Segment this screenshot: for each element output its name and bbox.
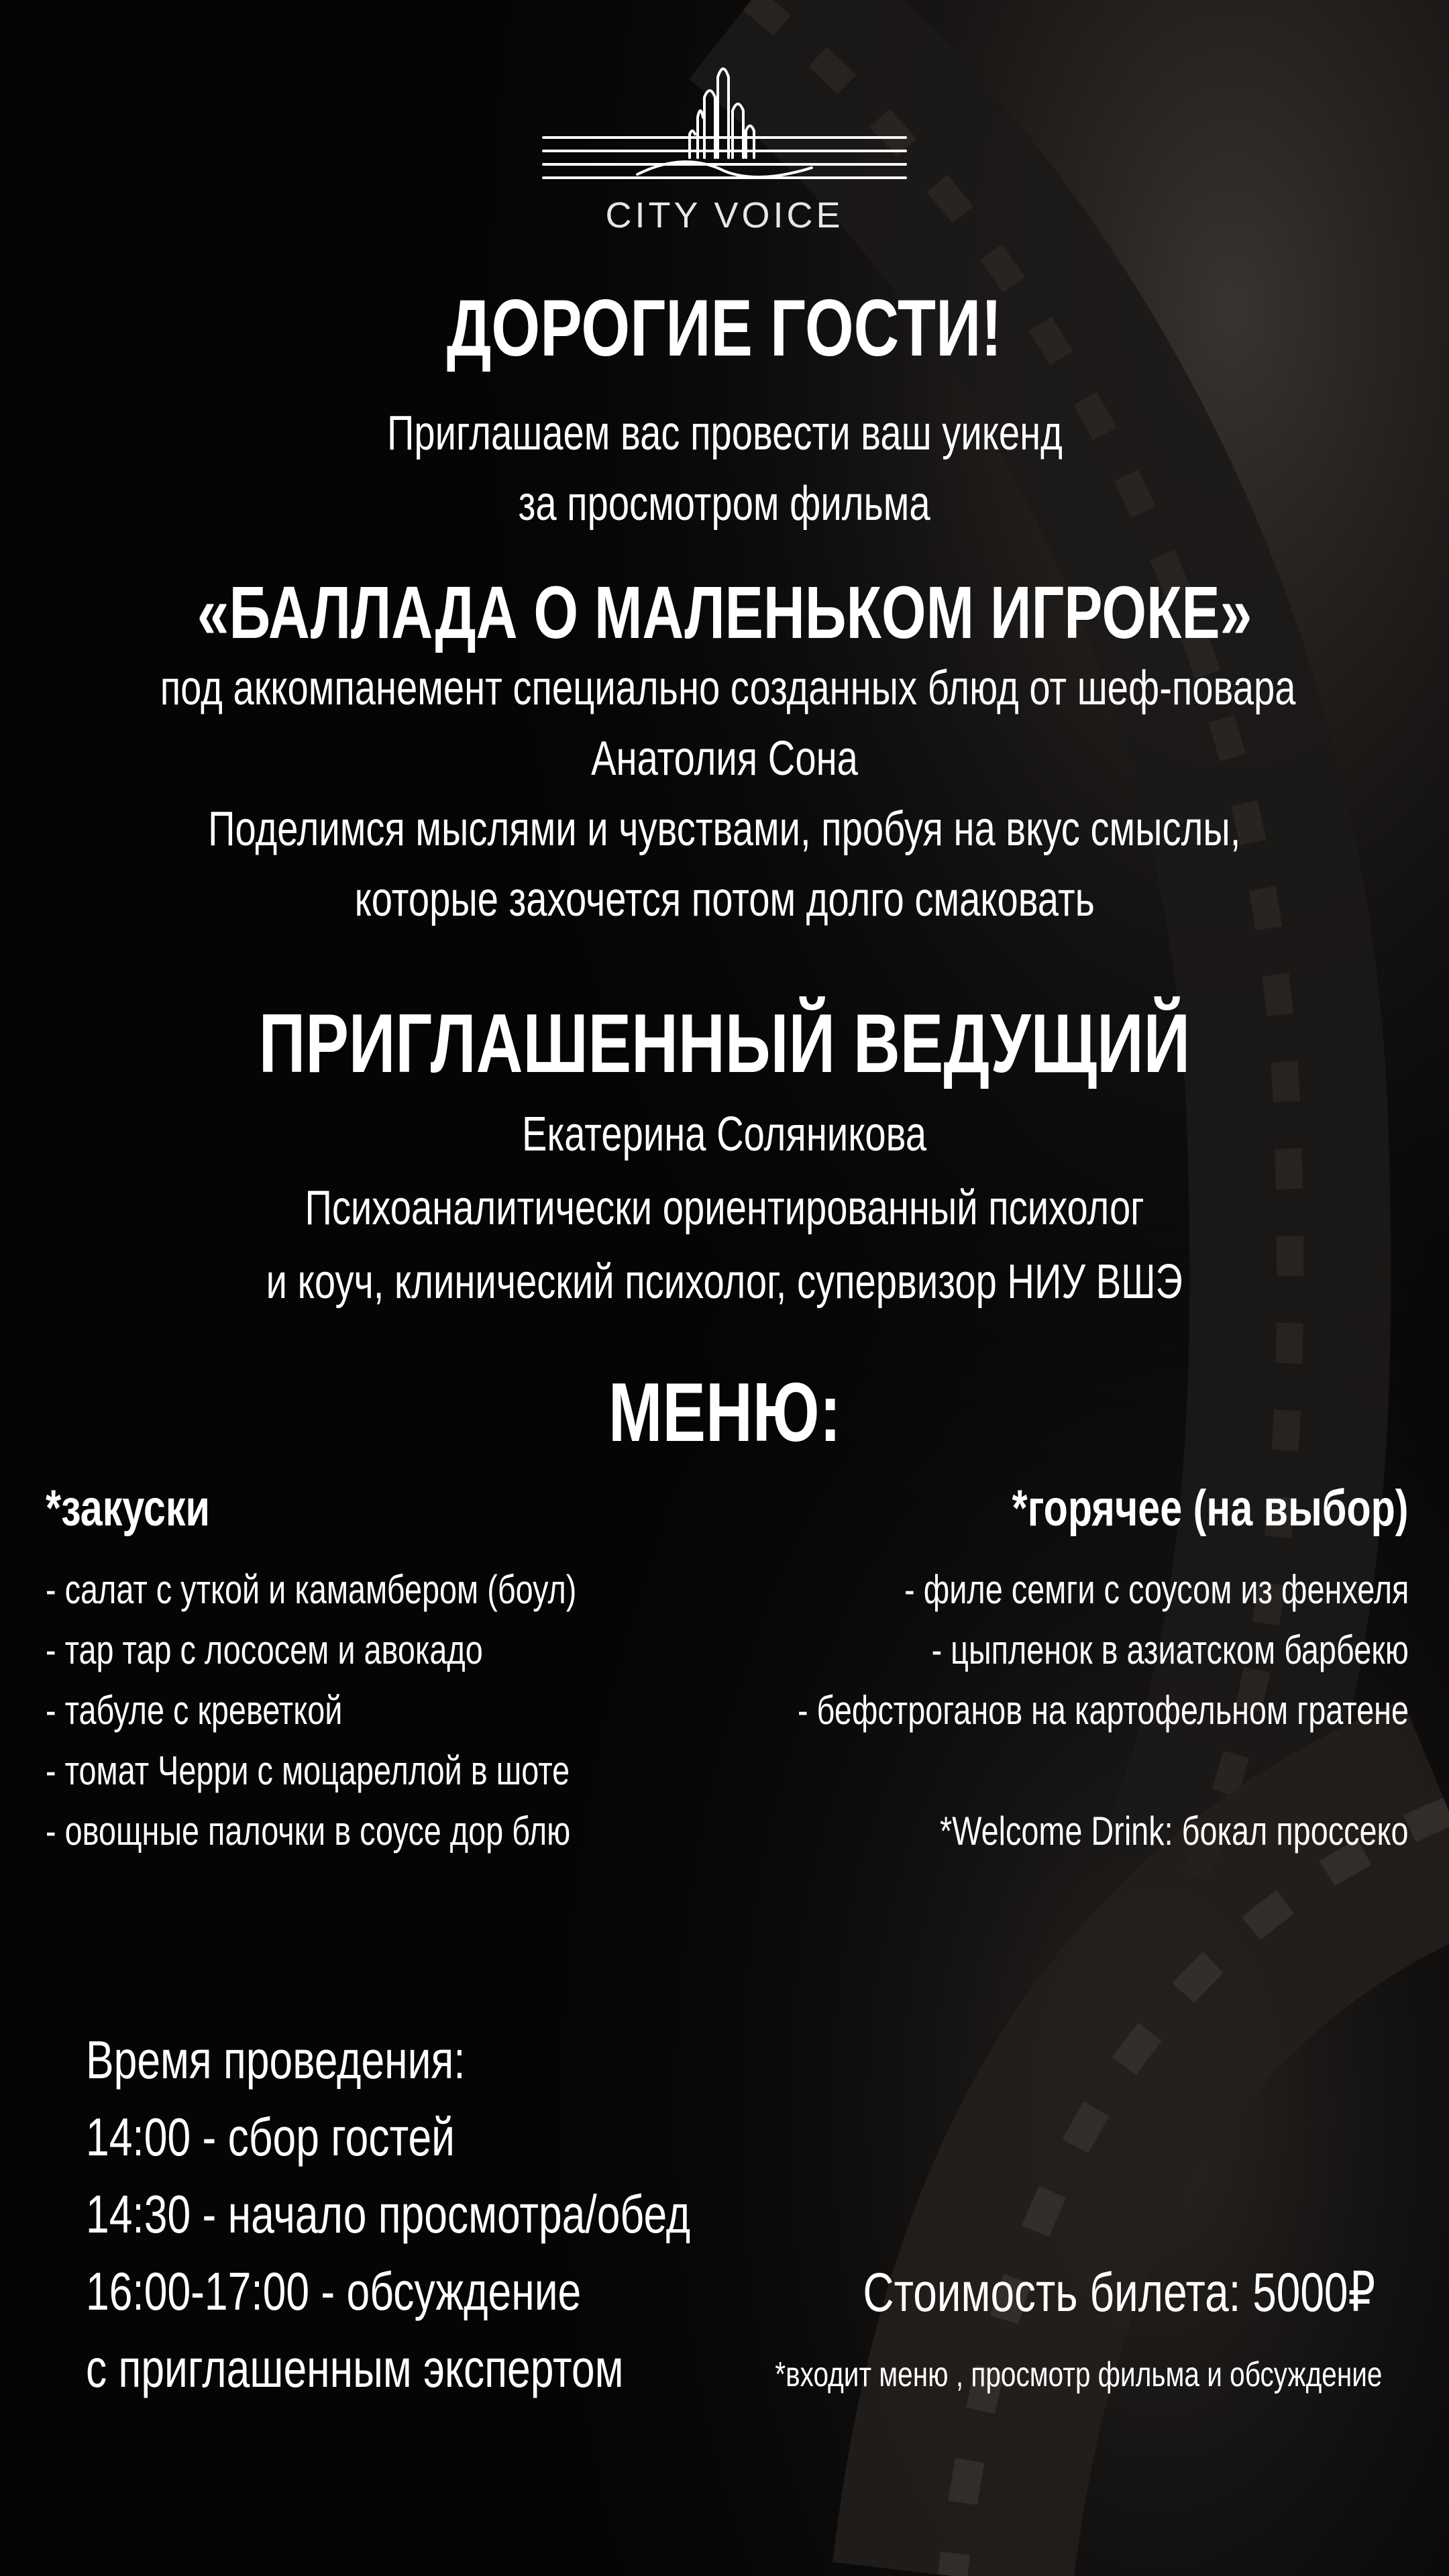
ticket-price: Стоимость билета: 5000₽	[863, 2262, 1375, 2323]
main-item: - цыпленок в азиатском барбекю	[931, 1627, 1409, 1672]
starter-item: - салат с уткой и камамбером (боул)	[46, 1567, 577, 1612]
schedule-line: с приглашенным экспертом	[86, 2339, 624, 2398]
main-item: - филе семги с соусом из фенхеля	[904, 1567, 1409, 1612]
mains-title: *горячее (на выбор)	[1012, 1480, 1409, 1537]
starter-item: - овощные палочки в соусе дор блю	[46, 1809, 571, 1854]
main-item: - бефстроганов на картофельном гратене	[797, 1688, 1409, 1733]
starter-item: - тар тар с лососем и авокадо	[46, 1627, 483, 1672]
greeting-title: ДОРОГИЕ ГОСТИ!	[447, 283, 1002, 373]
description-line-2: Анатолия Сона	[591, 732, 858, 786]
starters-title: *закуски	[46, 1480, 210, 1537]
price-note: *входит меню , просмотр фильма и обсуждение	[774, 2355, 1382, 2394]
invite-line-1: Приглашаем вас провести ваш уикенд	[386, 407, 1063, 460]
host-role-line-2: и коуч, клинический психолог, супервизор НИУ ВШЭ	[266, 1255, 1183, 1309]
starter-item: - томат Черри с моцареллой в шоте	[46, 1748, 570, 1793]
description-line-1: под аккомпанемент специально созданных блюд от шеф-повара	[160, 661, 1296, 715]
schedule-heading: Время проведения:	[86, 2030, 466, 2090]
description-line-4: которые захочется потом долго смаковать	[354, 873, 1095, 926]
schedule-line: 14:00 - сбор гостей	[86, 2107, 455, 2167]
film-title: «БАЛЛАДА О МАЛЕНЬКОМ ИГРОКЕ»	[197, 572, 1252, 654]
welcome-drink: *Welcome Drink: бокал проссеко	[940, 1809, 1409, 1854]
schedule-line: 14:30 - начало просмотра/обед	[86, 2184, 691, 2244]
host-name: Екатерина Соляникова	[522, 1108, 927, 1161]
menu-heading: МЕНЮ:	[608, 1366, 841, 1459]
invite-line-2: за просмотром фильма	[518, 477, 931, 531]
description-line-3: Поделимся мыслями и чувствами, пробуя на вкус смыслы,	[208, 802, 1241, 856]
starter-item: - табуле с креветкой	[46, 1688, 343, 1733]
host-role-line-1: Психоаналитически ориентированный психолог	[305, 1181, 1144, 1235]
logo-wordmark: CITY VOICE	[605, 195, 844, 235]
schedule-line: 16:00-17:00 - обсуждение	[86, 2261, 582, 2321]
host-heading: ПРИГЛАШЕННЫЙ ВЕДУЩИЙ	[258, 998, 1191, 1090]
